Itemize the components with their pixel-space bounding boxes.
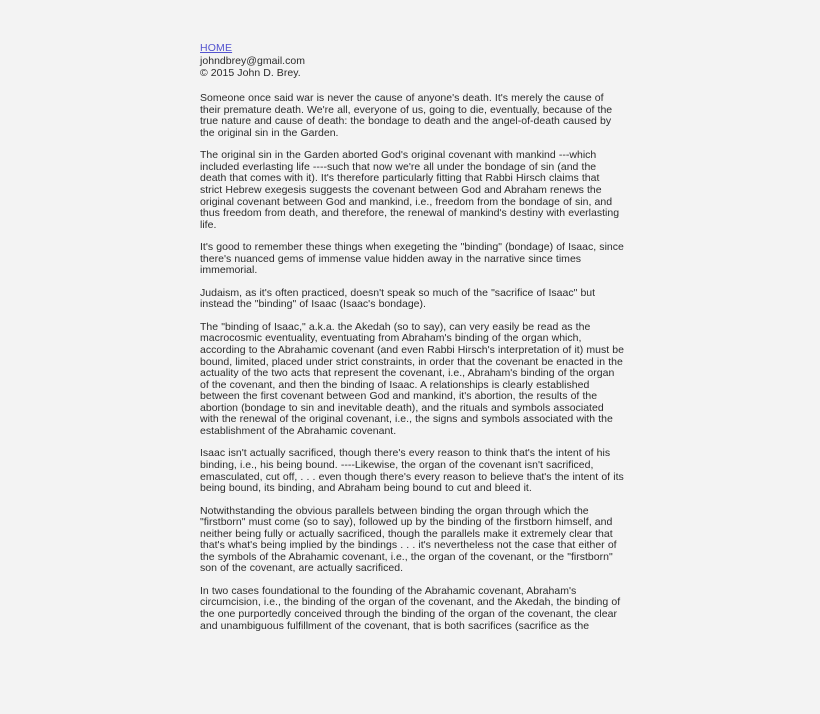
paragraph-7: Notwithstanding the obvious parallels between binding the organ through which the "firstborn" must come (so to say), followed up by the binding of the firstborn himself, and neither being fully or actually sacrificed, though the parallels make it extremely clear that that's what's being implied by the bindings . . . it's nevertheless not the case that either of the symbols of the Abrahamic covenant, i.e., the organ of the covenant, or the "firstborn" son of the covenant, are actually sacrificed.: [200, 504, 617, 575]
paragraph-5: The "binding of Isaac," a.k.a. the Akedah (so to say), can very easily be read as the macrocosmic eventuality, eventuating from Abraham's binding of the organ which, according to the Abrahamic covenant (and even Rabbi Hirsch's interpretation of it) must be bound, limited, placed under strict constraints, in order that the covenant be enacted in the actuality of the two acts that represent the covenant, i.e., Abraham's binding of the organ of the covenant, and then the binding of Isaac. A relationships is clearly established between the first covenant between God and mankind, it's abortion, the results of the abortion (bondage to sin and inevitable death), and the rituals and symbols associated with the renewal of the original covenant, i.e., the signs and symbols associated with the establishment of the Abrahamic covenant.: [200, 320, 624, 437]
document-content: [200, 38, 624, 632]
document-header: [200, 38, 624, 79]
article-body: [200, 93, 624, 632]
paragraph-3: It's good to remember these things when exegeting the "binding" (bondage) of Isaac, since there's nuanced gems of immense value hidden away in the narrative since times immemorial.: [200, 241, 624, 277]
author-email: johndbrey@gmail.com: [200, 55, 306, 67]
paragraph-1: Someone once said war is never the cause of anyone's death. It's merely the cause of their premature death. We're all, everyone of us, going to die, eventually, because of the true nature and cause of death: the bondage to death and the angel-of-death caused by the original sin in the Garden.: [200, 92, 613, 139]
paragraph-8: In two cases foundational to the founding of the Abrahamic covenant, Abraham's circumcision, i.e., the binding of the organ of the covenant, and the Akedah, the binding of the one purportedly conceived through the binding of the organ of the covenant, the clear and unambiguous fulfillment of the covenant, that is both sacrifices (sacrifice as the: [200, 584, 621, 632]
paragraph-2: The original sin in the Garden aborted God's original covenant with mankind ---which included everlasting life ----such that now we're all under the bondage of sin (and the death that comes with it). It's therefore particularly fitting that Rabbi Hirsch claims that strict Hebrew exegesis suggests the covenant between God and Abraham renews the original covenant between God and mankind, i.e., freedom from the bondage of sin, and thus freedom from death, and therefore, the renewal of mankind's destiny with everlasting life.: [200, 149, 620, 231]
home-link[interactable]: HOME: [200, 42, 233, 54]
paragraph-6: Isaac isn't actually sacrificed, though there's every reason to think that's the intent of his binding, i.e., his being bound. ----Likewise, the organ of the covenant isn't sacrificed, emasculated, cut off, . . . even though there's every reason to believe that's the intent of its being bound, its binding, and Abraham being bound to cut and bleed it.: [200, 447, 624, 495]
paragraph-4: Judaism, as it's often practiced, doesn't speak so much of the "sacrifice of Isaac" but instead the "binding" of Isaac (Isaac's bondage).: [200, 286, 596, 311]
copyright-notice: © 2015 John D. Brey.: [200, 66, 301, 79]
